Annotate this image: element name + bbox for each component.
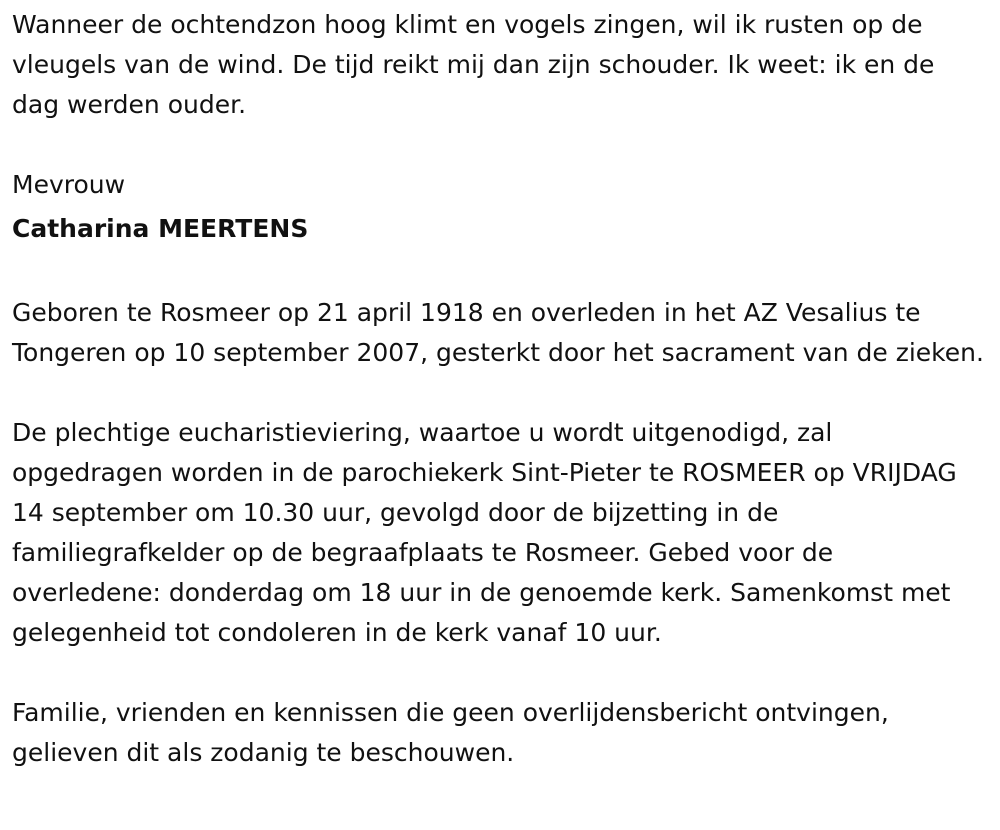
salutation: Mevrouw	[12, 170, 126, 199]
deceased-name: Catharina MEERTENS	[12, 214, 309, 243]
closing-paragraph: Familie, vrienden en kennissen die geen overlijdensbericht ontvingen, gelieven dit als zodanig te beschouwen.	[12, 698, 889, 767]
ceremony-paragraph: De plechtige eucharistieviering, waartoe u wordt uitgenodigd, zal opgedragen worden in de parochiekerk Sint-Pieter te ROSMEER op VRIJDAG 14 september om 10.30 uur, gevolgd door de bijzetting in de familiegrafkelder op de begraafplaats te Rosmeer. Gebed voor de overledene: donderdag om 18 uur in de genoemde kerk. Samenkomst met gelegenheid tot condoleren in de kerk vanaf 10 uur.	[12, 418, 957, 647]
birth-death-paragraph: Geboren te Rosmeer op 21 april 1918 en overleden in het AZ Vesalius te Tongeren op 10 september 2007, gesterkt door het sacrament van de zieken.	[12, 298, 984, 367]
poem-paragraph: Wanneer de ochtendzon hoog klimt en vogels zingen, wil ik rusten op de vleugels van de wind. De tijd reikt mij dan zijn schouder. Ik weet: ik en de dag werden ouder.	[12, 10, 935, 119]
